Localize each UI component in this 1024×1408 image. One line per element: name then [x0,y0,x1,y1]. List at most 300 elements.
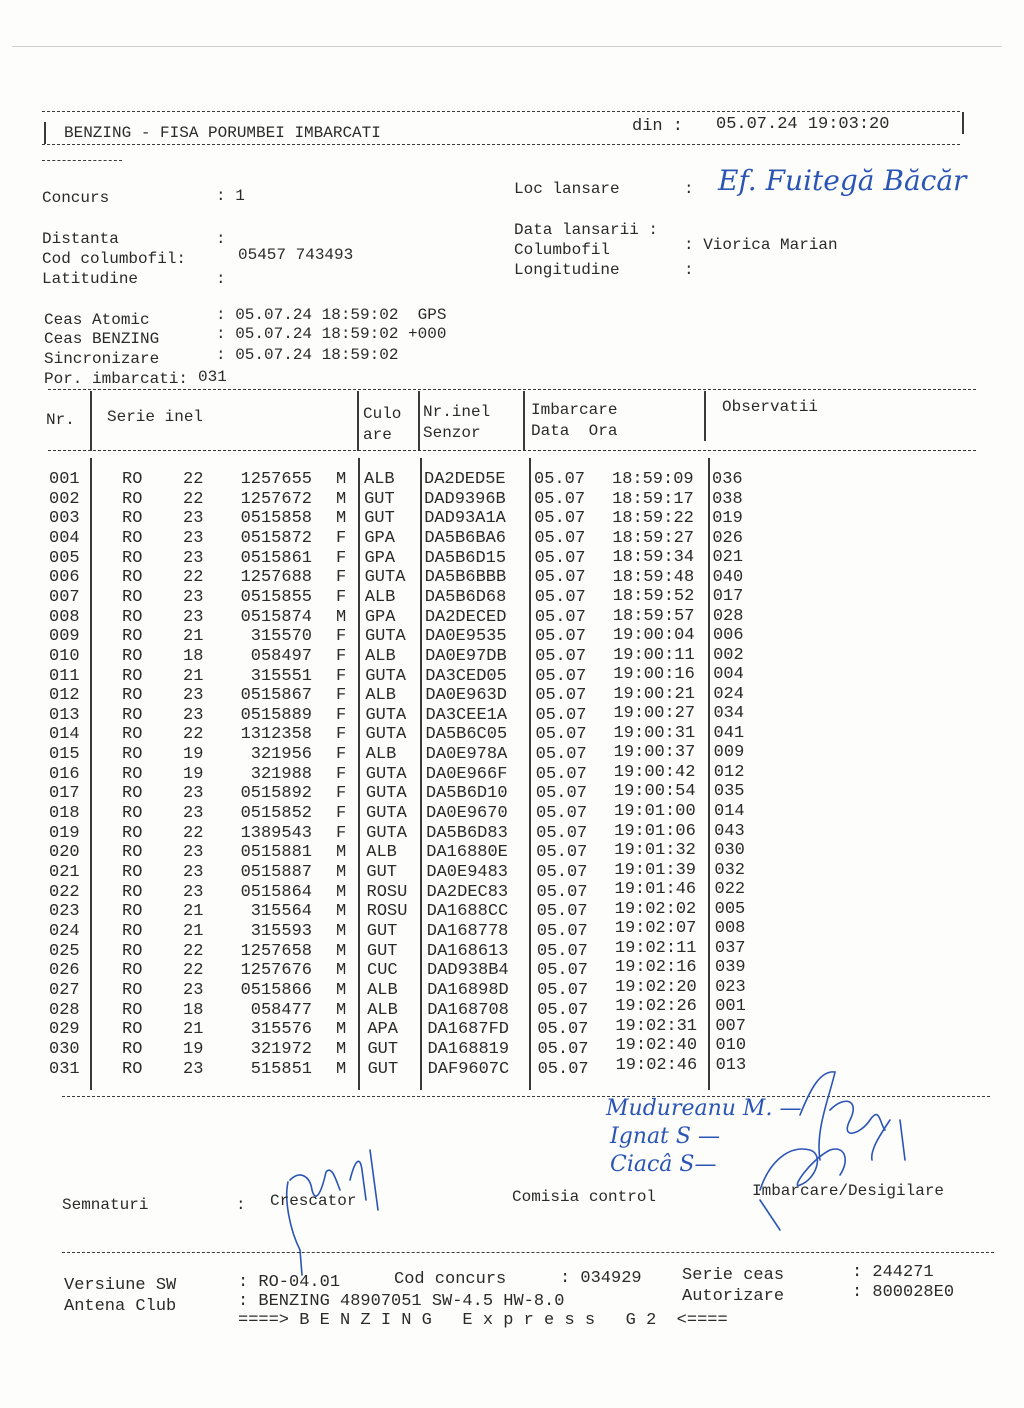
row-date: 05.07 [535,745,587,765]
row-sensor: DA0E9483 [426,863,509,882]
row-observatii: 024 [713,684,744,704]
row-sensor: DA5B6D15 [424,548,507,568]
row-sex: F [336,528,347,548]
signature-comisia-label: Comisia control [512,1188,657,1206]
row-year: 23 [183,509,204,529]
row-color: GUT [366,941,398,961]
signature-crescator-label: Crescator [270,1192,357,1210]
row-year: 23 [183,587,204,607]
row-country: RO [122,509,143,529]
row-sensor: DA168819 [427,1039,510,1059]
row-country: RO [122,568,143,588]
row-observatii: 036 [712,470,743,489]
row-ring-number: 1389543 [240,823,312,843]
loc-lansare-sep: : [684,180,694,198]
row-year: 21 [183,1020,204,1040]
row-color: GUT [364,489,395,509]
table-row [0,490,1024,510]
serie-ceas-value: : 244271 [852,1263,934,1282]
row-time: 19:02:16 [615,958,697,978]
row-observatii: 041 [713,723,745,743]
row-time: 19:00:42 [613,762,696,782]
row-sex: F [336,725,347,745]
row-color: ALB [365,745,397,765]
serie-ceas-label: Serie ceas [682,1266,785,1285]
row-year: 22 [183,941,204,961]
row-time: 19:02:46 [615,1055,698,1075]
row-observatii: 019 [712,509,743,529]
row-country: RO [122,470,143,489]
table-row [0,725,1024,745]
row-nr: 018 [49,804,80,824]
row-date: 05.07 [535,686,587,706]
row-ring-number: 0515881 [240,843,312,863]
row-ring-number: 515851 [250,1059,312,1079]
body-divider-sensor [529,458,531,1090]
table-row [0,762,1024,785]
row-sensor: DA5B6D68 [424,587,507,607]
row-ring-number: 0515858 [240,509,312,529]
row-sensor: DA2DEC83 [426,882,509,902]
row-sensor: DA1688CC [426,902,509,922]
row-ring-number: 315576 [250,1020,312,1040]
row-time: 19:02:11 [614,938,697,958]
row-ring-number: 058477 [250,1000,312,1020]
row-color: GUTA [365,725,407,745]
row-color: GUTA [364,568,406,588]
row-date: 05.07 [534,470,586,489]
title-box-bottom [42,160,122,161]
row-date: 05.07 [537,961,589,981]
row-country: RO [122,725,143,745]
cod-concurs-label: Cod concurs [394,1270,507,1289]
row-nr: 012 [49,686,80,706]
row-country: RO [122,961,143,981]
row-ring-number: 315570 [250,627,312,647]
row-ring-number: 1257655 [240,470,312,489]
row-sex: M [336,902,347,922]
col-divider-nr [90,391,92,451]
row-observatii: 006 [712,626,744,646]
row-observatii: 030 [714,841,745,861]
commission-name-2: Ignat S — [610,1124,720,1149]
row-sex: M [336,1020,347,1040]
row-observatii: 040 [712,567,744,587]
sincronizare-label: Sincronizare [44,350,160,368]
row-time: 19:00:27 [613,704,696,724]
row-year: 18 [183,646,204,666]
row-nr: 025 [49,941,80,961]
row-nr: 003 [49,509,80,529]
row-nr: 023 [49,902,80,922]
table-row [0,667,1024,687]
columbofil-value: : Viorica Marian [684,236,838,254]
row-nr: 016 [49,764,80,784]
table-row [0,608,1024,628]
row-date: 05.07 [535,764,587,784]
row-sensor: DA5B6D83 [426,823,508,843]
row-sensor: DA168613 [426,941,509,961]
document-title: BENZING - FISA PORUMBEI IMBARCATI [64,124,381,142]
row-year: 23 [183,1059,204,1079]
row-sex: M [336,863,347,882]
signature-imbarcare-label: Imbarcare/Desigilare [752,1182,945,1200]
row-date: 05.07 [535,784,587,804]
row-country: RO [122,705,143,725]
row-sex: F [336,587,347,607]
row-ring-number: 0515872 [240,528,312,548]
row-year: 19 [183,745,204,765]
row-color: GUTA [364,627,406,647]
row-observatii: 004 [713,665,744,685]
row-country: RO [122,1059,143,1079]
row-date: 05.07 [534,568,586,588]
row-ring-number: 321988 [250,764,312,784]
row-sex: F [336,823,347,843]
row-color: GPA [364,607,396,627]
row-sex: M [336,921,347,941]
row-sensor: DAD938B4 [427,961,509,981]
row-sensor: DA168778 [426,921,509,941]
row-ring-number: 0515852 [240,804,312,824]
row-ring-number: 0515892 [240,784,312,804]
cod-columbofil-label: Cod columbofil: [42,250,187,268]
row-year: 22 [183,823,204,843]
row-nr: 021 [49,863,80,882]
table-row [0,938,1024,962]
row-nr: 009 [49,627,80,647]
table-row [0,977,1024,1001]
body-divider-color [420,458,422,1090]
row-color: ALB [364,587,396,607]
row-sensor: DAD9396B [424,489,506,509]
col-header-culoare-1: Culo [363,405,402,423]
row-year: 23 [183,686,204,706]
row-time: 19:02:26 [615,997,697,1017]
title-box-top [42,111,960,112]
row-nr: 011 [49,666,80,686]
row-year: 19 [183,1039,204,1059]
row-nr: 006 [49,568,80,588]
row-sex: F [336,784,347,804]
row-observatii: 035 [713,782,745,802]
table-row [0,627,1024,647]
footer-rule [62,1252,994,1253]
row-sensor: DA0E9535 [424,627,507,647]
table-row [0,745,1024,765]
row-sex: M [336,1000,347,1020]
row-sensor: DA5B6D10 [425,784,508,804]
row-ring-number: 1257658 [240,941,312,961]
row-sex: M [336,607,347,627]
row-time: 18:59:48 [612,567,695,587]
row-sensor: DA5B6BBB [424,568,507,588]
concurs-label: Concurs [42,189,110,207]
row-sex: M [336,882,347,902]
row-observatii: 014 [714,802,745,822]
row-year: 21 [183,921,204,941]
table-row [0,549,1024,569]
row-year: 18 [183,1000,204,1020]
row-observatii: 005 [714,899,746,919]
longitudine-sep: : [684,261,694,279]
cod-columbofil-value: 05457 743493 [238,246,354,264]
sincronizare-value: : 05.07.24 18:59:02 [216,346,399,364]
row-time: 19:00:21 [613,684,695,704]
table-row [0,919,1024,942]
row-color: GUTA [365,764,407,784]
cod-concurs-value: : 034929 [560,1269,642,1288]
table-row [0,958,1024,981]
row-sex: M [336,843,347,863]
row-nr: 008 [49,607,80,627]
row-ring-number: 058497 [250,646,312,666]
row-nr: 020 [49,843,80,863]
benzing-express-banner: ====> B E N Z I N G E x p r e s s G 2 <==== [238,1311,728,1330]
row-date: 05.07 [536,902,588,922]
row-country: RO [122,646,143,666]
row-date: 05.07 [535,705,587,725]
row-nr: 005 [49,548,80,568]
row-sex: M [336,941,347,961]
title-box-mid [42,144,960,145]
row-nr: 007 [49,587,80,607]
row-date: 05.07 [536,921,588,941]
signature-commission-1 [800,1072,885,1160]
row-year: 22 [183,961,204,981]
row-sensor: DA0E966F [425,764,508,784]
row-date: 05.07 [534,607,586,627]
distanta-label: Distanta [42,230,119,248]
row-country: RO [122,921,143,941]
row-ring-number: 0515889 [240,705,312,725]
row-time: 18:59:27 [612,528,694,548]
row-date: 05.07 [534,587,586,607]
row-country: RO [122,941,143,961]
table-row [0,686,1024,706]
longitudine-label: Longitudine [514,261,620,279]
row-time: 18:59:09 [612,470,694,489]
row-sensor: DA3CED05 [425,666,507,686]
row-sensor: DA0E978A [425,745,508,765]
row-sensor: DA2DECED [424,607,507,627]
row-date: 05.07 [536,941,588,961]
row-observatii: 043 [714,821,745,841]
row-sex: M [336,961,347,981]
row-time: 19:00:11 [613,645,695,665]
row-ring-number: 1257688 [240,568,312,588]
row-time: 18:59:52 [612,587,695,607]
table-bottom-rule [62,1096,990,1097]
table-header-top-rule [48,389,976,390]
table-row [0,1055,1024,1080]
row-year: 21 [183,902,204,922]
row-sensor: DAD93A1A [424,509,506,529]
row-sex: F [336,666,347,686]
table-row [0,470,1024,490]
row-year: 21 [183,666,204,686]
row-sensor: DAF9607C [427,1059,510,1079]
row-sensor: DA168708 [427,1000,509,1020]
autorizare-label: Autorizare [682,1287,785,1306]
row-date: 05.07 [534,509,586,529]
row-sex: F [336,705,347,725]
row-sensor: DA0E9670 [426,804,508,824]
row-ring-number: 1257676 [240,961,312,981]
row-country: RO [122,587,143,607]
row-ring-number: 0515874 [240,607,312,627]
row-year: 22 [183,568,204,588]
row-time: 18:59:22 [612,509,694,529]
commission-name-1: Mudureanu M. — [606,1096,802,1121]
row-time: 19:00:04 [612,626,695,646]
row-nr: 031 [49,1059,80,1079]
row-sensor: DA5B6BA6 [424,528,506,548]
row-year: 19 [183,764,204,784]
row-sensor: DA5B6C05 [425,725,508,745]
row-observatii: 010 [715,1036,747,1056]
loc-lansare-label: Loc lansare [514,180,620,198]
row-year: 22 [183,489,204,509]
ceas-atomic-value: : 05.07.24 18:59:02 GPS [216,306,447,324]
row-time: 19:01:39 [614,860,697,880]
row-date: 05.07 [535,646,587,666]
row-country: RO [122,863,143,882]
table-row [0,821,1024,844]
row-color: GUT [367,1059,399,1079]
row-color: GPA [364,528,395,548]
din-label: din : [632,117,684,136]
row-observatii: 001 [715,997,746,1017]
row-time: 19:00:37 [613,743,696,763]
table-row [0,588,1024,608]
row-color: GUTA [366,804,407,824]
row-observatii: 007 [715,1016,746,1036]
row-country: RO [122,627,143,647]
row-sex: M [336,489,347,509]
row-time: 19:02:02 [614,899,697,919]
title-box-left [44,122,46,144]
row-color: GUT [366,921,398,941]
row-date: 05.07 [537,1059,589,1079]
row-color: GUTA [366,823,407,843]
page-edge-line [12,46,1002,47]
row-time: 19:00:16 [613,665,695,685]
row-date: 05.07 [535,725,587,745]
row-time: 19:02:07 [614,919,697,939]
row-time: 18:59:57 [612,606,695,626]
row-sensor: DA0E963D [425,686,507,706]
row-nr: 030 [49,1039,80,1059]
row-sex: F [336,804,347,824]
row-date: 05.07 [534,627,586,647]
table-row [0,1036,1024,1060]
row-ring-number: 0515861 [240,548,312,568]
commission-name-3: Ciacâ S— [610,1152,717,1177]
latitudine-sep: : [216,270,226,288]
row-date: 05.07 [537,1039,589,1059]
row-sex: F [336,764,347,784]
row-year: 22 [183,470,204,489]
row-year: 23 [183,843,204,863]
row-color: ALB [365,646,396,666]
row-date: 05.07 [537,980,589,1000]
row-sensor: DA2DED5E [424,470,506,489]
row-country: RO [122,745,143,765]
row-time: 19:02:31 [615,1016,697,1036]
row-date: 05.07 [536,882,588,902]
row-color: ALB [367,1000,398,1020]
table-row [0,568,1024,588]
row-time: 18:59:34 [612,548,695,568]
row-date: 05.07 [534,528,586,548]
row-nr: 015 [49,745,80,765]
row-nr: 029 [49,1020,80,1040]
row-ring-number: 1312358 [240,725,312,745]
row-ring-number: 0515864 [240,882,312,902]
row-date: 05.07 [536,823,588,843]
row-country: RO [122,882,143,902]
row-sex: M [336,1059,347,1079]
col-header-serie-inel: Serie inel [107,408,204,426]
row-observatii: 022 [714,880,746,900]
row-ring-number: 0515866 [240,980,312,1000]
row-year: 23 [183,804,204,824]
row-year: 23 [183,784,204,804]
signature-crescator [287,1150,378,1275]
body-divider-nr [90,458,92,1090]
row-nr: 028 [49,1000,80,1020]
col-divider-senzor [523,391,525,451]
row-date: 05.07 [537,1000,589,1020]
row-color: CUC [367,961,398,981]
row-year: 23 [183,980,204,1000]
table-row [0,706,1024,726]
por-imbarcati-label: Por. imbarcati: [44,370,189,388]
row-country: RO [122,1039,143,1059]
row-nr: 019 [49,823,80,843]
loc-lansare-handwritten: Ef. Fuitegă Băcăr [718,164,967,197]
table-row [0,1016,1024,1040]
table-row [0,899,1024,922]
row-country: RO [122,784,143,804]
row-country: RO [122,1020,143,1040]
col-header-nr: Nr. [46,411,75,429]
col-header-imbarcare-2: Data Ora [531,422,618,440]
row-sex: F [336,568,347,588]
row-nr: 022 [49,882,80,902]
versiune-value: : RO-04.01 [238,1273,341,1292]
row-observatii: 034 [713,704,745,724]
row-country: RO [122,764,143,784]
row-observatii: 009 [713,743,745,763]
row-nr: 017 [49,784,80,804]
row-observatii: 028 [712,606,744,626]
table-row [0,784,1024,804]
signature-commission-3 [872,1120,905,1160]
ceas-atomic-label: Ceas Atomic [44,311,150,329]
row-sex: F [336,627,347,647]
row-nr: 014 [49,725,80,745]
row-date: 05.07 [537,1020,589,1040]
row-sex: F [336,646,347,666]
row-observatii: 037 [714,938,746,958]
ceas-benzing-value: : 05.07.24 18:59:02 +000 [216,325,447,343]
row-date: 05.07 [534,489,586,509]
row-country: RO [122,843,143,863]
row-year: 22 [183,725,204,745]
table-row [0,860,1024,883]
